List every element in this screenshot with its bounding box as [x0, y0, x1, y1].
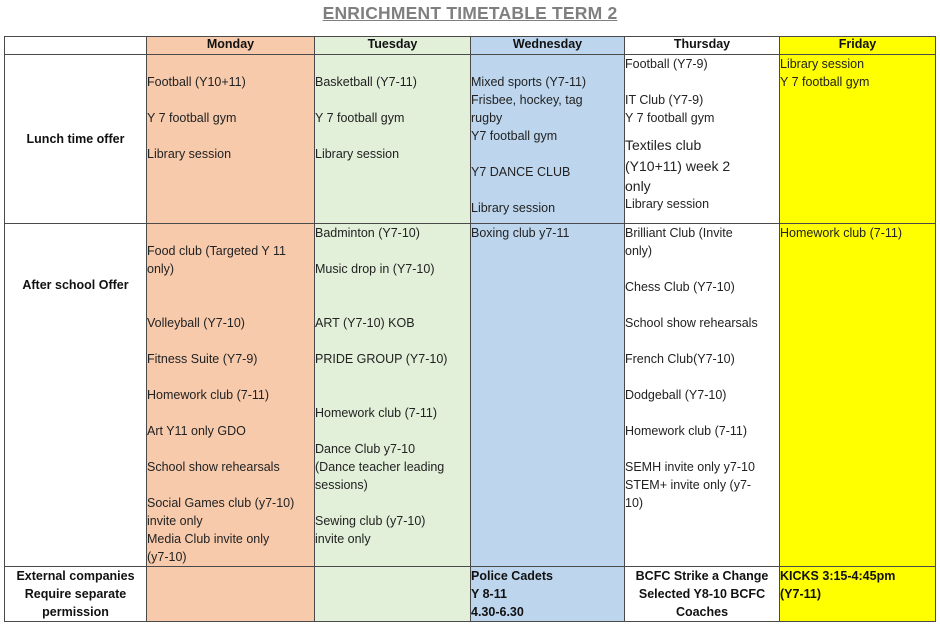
list-item: Brilliant Club (Invite	[625, 226, 733, 240]
list-item: Dance Club y7-10	[315, 442, 416, 456]
list-item: Social Games club (y7-10)	[147, 496, 295, 510]
list-item: French Club(Y7-10)	[625, 352, 735, 366]
list-item: Y 7 football gym	[780, 75, 870, 89]
list-item: SEMH invite only y7-10	[625, 460, 755, 474]
list-item: School show rehearsals	[625, 316, 758, 330]
list-item: Media Club invite only	[147, 532, 270, 546]
list-item: Textiles club	[625, 137, 702, 153]
list-item: only)	[147, 262, 175, 276]
list-item: Library session	[625, 196, 710, 211]
list-item: ART (Y7-10) KOB	[315, 316, 415, 330]
row-label-line: permission	[42, 605, 109, 619]
list-item: Fitness Suite (Y7-9)	[147, 352, 258, 366]
list-item: Coaches	[675, 605, 729, 619]
list-item: Music drop in (Y7-10)	[315, 262, 435, 276]
list-item: Homework club (7-11)	[625, 424, 748, 438]
list-item: only	[625, 178, 651, 194]
row-label-line: Require separate	[24, 587, 127, 601]
list-item: Y7 DANCE CLUB	[471, 165, 571, 179]
list-item: Volleyball (Y7-10)	[147, 316, 245, 330]
list-item: invite only	[315, 532, 371, 546]
page-title: ENRICHMENT TIMETABLE TERM 2	[322, 3, 618, 23]
list-item: Football (Y10+11)	[147, 75, 246, 89]
external-tuesday-cell	[315, 567, 471, 622]
external-wednesday-cell	[471, 567, 625, 622]
row-label-lunch: Lunch time offer	[5, 55, 147, 224]
list-item: Badminton (Y7-10)	[315, 226, 420, 240]
header-row	[5, 37, 936, 55]
list-item: Homework club (7-11)	[315, 406, 438, 420]
list-item: BCFC Strike a Change	[635, 569, 769, 583]
list-item: KICKS 3:15-4:45pm	[780, 569, 896, 583]
day-header-wednesday: Wednesday	[471, 37, 625, 55]
list-item: sessions)	[315, 478, 368, 492]
list-item: Football (Y7-9)	[625, 57, 708, 71]
list-item: STEM+ invite only (y7-	[625, 478, 752, 492]
day-header-monday: Monday	[147, 37, 315, 55]
row-label-line: External companies	[16, 569, 135, 583]
list-item: Y 7 football gym	[625, 111, 715, 125]
day-header-tuesday: Tuesday	[315, 37, 471, 55]
corner-cell	[5, 37, 147, 55]
external-row	[5, 567, 936, 622]
list-item: Y 8-11	[471, 587, 507, 601]
lunch-tuesday-cell	[315, 55, 471, 224]
lunch-monday-cell	[147, 55, 315, 224]
external-friday-cell	[780, 567, 936, 622]
list-item: 4.30-6.30	[471, 605, 524, 619]
list-item: Mixed sports (Y7-11)	[471, 75, 587, 89]
timetable	[4, 36, 936, 622]
list-item: only)	[625, 244, 653, 258]
row-label-external	[5, 567, 147, 622]
list-item: Chess Club (Y7-10)	[625, 280, 735, 294]
list-item: rugby	[471, 111, 503, 125]
list-item: Y 7 football gym	[315, 111, 405, 125]
row-label-after-school: After school Offer	[5, 224, 147, 567]
day-header-thursday: Thursday	[625, 37, 780, 55]
list-item: Frisbee, hockey, tag	[471, 93, 583, 107]
list-item: Library session	[315, 147, 400, 161]
after-thursday-cell	[625, 224, 780, 567]
list-item: Library session	[471, 201, 556, 215]
list-item: 10)	[625, 496, 644, 510]
lunch-thursday-cell	[625, 55, 780, 224]
list-item: PRIDE GROUP (Y7-10)	[315, 352, 448, 366]
list-item: invite only	[147, 514, 203, 528]
list-item: (y7-10)	[147, 550, 187, 564]
external-thursday-cell	[625, 567, 780, 622]
list-item: Library session	[780, 57, 865, 71]
after-wednesday-cell	[471, 224, 625, 567]
after-school-row	[5, 224, 936, 567]
list-item: Y 7 football gym	[147, 111, 237, 125]
list-item: IT Club (Y7-9)	[625, 93, 704, 107]
list-item: Library session	[147, 147, 232, 161]
list-item: Selected Y8-10 BCFC	[638, 587, 766, 601]
day-header-friday: Friday	[780, 37, 936, 55]
list-item: Y7 football gym	[471, 129, 558, 143]
lunch-row	[5, 55, 936, 224]
after-monday-cell	[147, 224, 315, 567]
list-item: (Y7-11)	[780, 587, 821, 601]
list-item: Police Cadets	[471, 569, 553, 583]
after-tuesday-cell	[315, 224, 471, 567]
external-monday-cell	[147, 567, 315, 622]
list-item: Boxing club y7-11	[471, 226, 570, 240]
list-item: Food club (Targeted Y 11	[147, 244, 286, 258]
list-item: Homework club (7-11)	[147, 388, 270, 402]
list-item: Sewing club (y7-10)	[315, 514, 426, 528]
list-item: Art Y11 only GDO	[147, 424, 246, 438]
lunch-friday-cell	[780, 55, 936, 224]
after-friday-cell	[780, 224, 936, 567]
lunch-wednesday-cell	[471, 55, 625, 224]
list-item: Basketball (Y7-11)	[315, 75, 417, 89]
list-item: Homework club (7-11)	[780, 226, 903, 240]
list-item: (Dance teacher leading	[315, 460, 445, 474]
list-item: School show rehearsals	[147, 460, 280, 474]
list-item: Dodgeball (Y7-10)	[625, 388, 727, 402]
list-item: (Y10+11) week 2	[625, 157, 731, 174]
